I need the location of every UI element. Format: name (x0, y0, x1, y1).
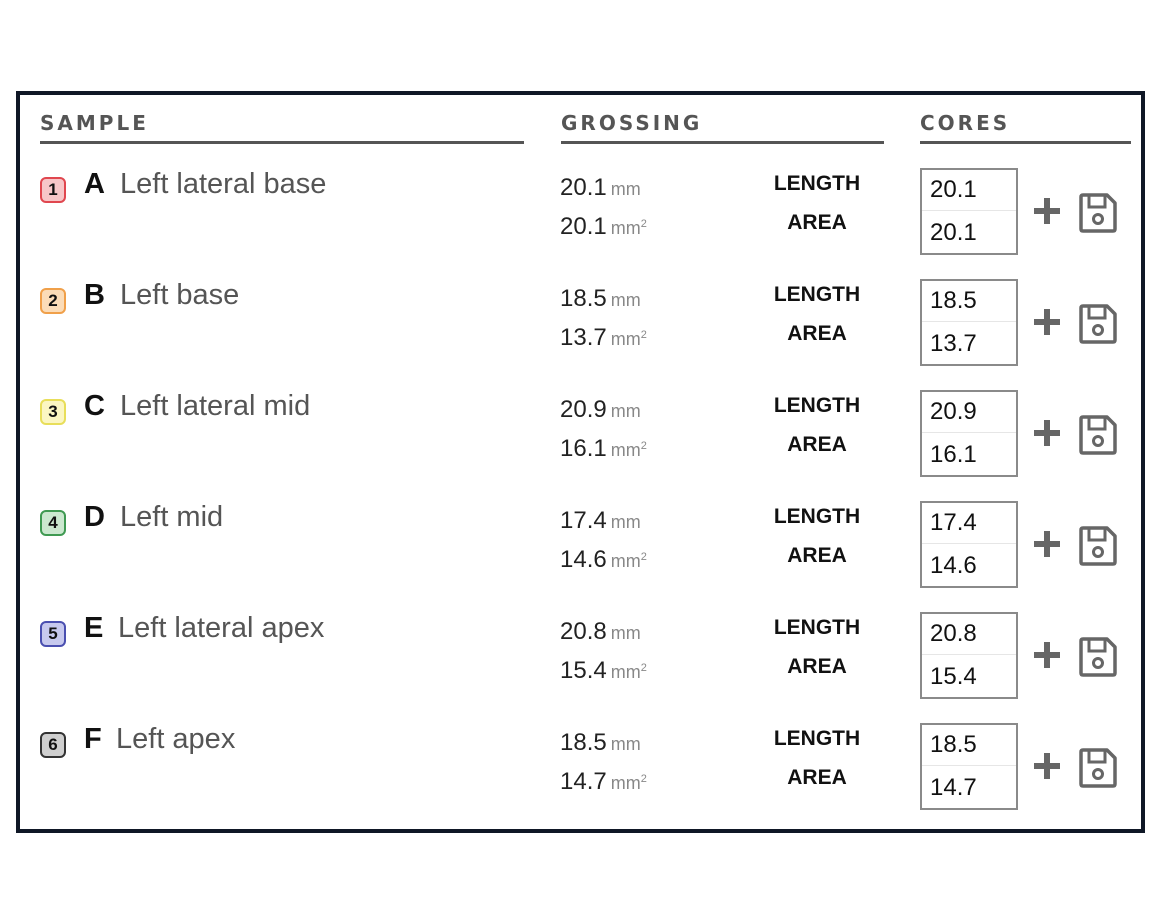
area-unit: $mm^2$ (610, 551, 647, 571)
sample-letter: E (84, 612, 104, 644)
sample-row-f (20, 723, 1141, 834)
grossing-area: 14.7 $mm^2$ (560, 768, 647, 795)
floppy-disk-icon[interactable] (1078, 747, 1118, 789)
length-unit: mm (610, 179, 641, 199)
plus-icon[interactable] (1032, 751, 1062, 781)
grossing-length: 20.9 mm (560, 396, 641, 423)
core-area-input[interactable] (922, 212, 1016, 253)
grossing-length: 18.5 mm (560, 285, 641, 312)
sample-letter: D (84, 501, 105, 533)
sample-row-d (20, 501, 1141, 612)
sample-letter: C (84, 390, 105, 422)
length-label: LENGTH (773, 172, 861, 195)
sample-number-badge: 2 (40, 288, 66, 314)
core-length-input[interactable] (922, 392, 1016, 433)
core-area-input[interactable] (922, 767, 1016, 808)
sample-name: Left lateral base (120, 168, 327, 200)
core-area-input[interactable] (922, 545, 1016, 586)
cores-input-group (920, 279, 1018, 366)
sample-number-badge: 6 (40, 732, 66, 758)
core-area-input[interactable] (922, 656, 1016, 697)
core-length-input[interactable] (922, 725, 1016, 766)
plus-icon[interactable] (1032, 640, 1062, 670)
sample-number-badge: 3 (40, 399, 66, 425)
grossing-area: 15.4 $mm^2$ (560, 657, 647, 684)
plus-icon[interactable] (1032, 196, 1062, 226)
sample-letter: A (84, 168, 105, 200)
area-label: AREA (787, 322, 847, 345)
length-label: LENGTH (773, 394, 861, 417)
grossing-area: 16.1 $mm^2$ (560, 435, 647, 462)
header-cores-underline (920, 141, 1131, 144)
core-length-input[interactable] (922, 170, 1016, 211)
core-length-input[interactable] (922, 614, 1016, 655)
sample-name: Left lateral apex (118, 612, 325, 644)
core-length-input[interactable] (922, 281, 1016, 322)
cores-input-group (920, 501, 1018, 588)
area-unit: $mm^2$ (610, 662, 647, 682)
sample-name: Left lateral mid (120, 390, 311, 422)
header-cores: CORES (920, 111, 1011, 135)
length-label: LENGTH (773, 505, 861, 528)
sample-number-badge: 5 (40, 621, 66, 647)
length-unit: mm (610, 290, 641, 310)
grossing-area: 14.6 $mm^2$ (560, 546, 647, 573)
sample-row-c (20, 390, 1141, 501)
plus-icon[interactable] (1032, 307, 1062, 337)
core-length-input[interactable] (922, 503, 1016, 544)
sample-row-a (20, 168, 1141, 279)
length-unit: mm (610, 734, 641, 754)
length-unit: mm (610, 512, 641, 532)
sample-number-badge: 4 (40, 510, 66, 536)
sample-row-b (20, 279, 1141, 390)
length-label: LENGTH (773, 727, 861, 750)
area-unit: $mm^2$ (610, 440, 647, 460)
plus-icon[interactable] (1032, 418, 1062, 448)
header-grossing-underline (561, 141, 884, 144)
area-unit: $mm^2$ (610, 329, 647, 349)
grossing-area: 20.1 $mm^2$ (560, 213, 647, 240)
area-label: AREA (787, 211, 847, 234)
grossing-area: 13.7 $mm^2$ (560, 324, 647, 351)
sample-number-badge: 1 (40, 177, 66, 203)
sample-letter: B (84, 279, 105, 311)
floppy-disk-icon[interactable] (1078, 303, 1118, 345)
area-label: AREA (787, 433, 847, 456)
sample-name: Left apex (116, 723, 236, 755)
cores-input-group (920, 612, 1018, 699)
sample-row-e (20, 612, 1141, 723)
header-grossing: GROSSING (561, 111, 703, 135)
floppy-disk-icon[interactable] (1078, 192, 1118, 234)
header-sample: SAMPLE (40, 111, 149, 135)
cores-input-group (920, 390, 1018, 477)
floppy-disk-icon[interactable] (1078, 636, 1118, 678)
header-sample-underline (40, 141, 524, 144)
core-area-input[interactable] (922, 434, 1016, 475)
sample-name: Left base (120, 279, 240, 311)
length-label: LENGTH (773, 283, 861, 306)
grossing-length: 20.8 mm (560, 618, 641, 645)
area-label: AREA (787, 655, 847, 678)
area-label: AREA (787, 766, 847, 789)
core-area-input[interactable] (922, 323, 1016, 364)
floppy-disk-icon[interactable] (1078, 525, 1118, 567)
plus-icon[interactable] (1032, 529, 1062, 559)
cores-input-group (920, 168, 1018, 255)
length-unit: mm (610, 623, 641, 643)
grossing-length: 20.1 mm (560, 174, 641, 201)
length-unit: mm (610, 401, 641, 421)
area-unit: $mm^2$ (610, 773, 647, 793)
length-label: LENGTH (773, 616, 861, 639)
area-label: AREA (787, 544, 847, 567)
sample-name: Left mid (120, 501, 224, 533)
cores-input-group (920, 723, 1018, 810)
sample-grossing-panel (16, 91, 1145, 833)
grossing-length: 18.5 mm (560, 729, 641, 756)
area-unit: $mm^2$ (610, 218, 647, 238)
grossing-length: 17.4 mm (560, 507, 641, 534)
sample-letter: F (84, 723, 102, 755)
floppy-disk-icon[interactable] (1078, 414, 1118, 456)
